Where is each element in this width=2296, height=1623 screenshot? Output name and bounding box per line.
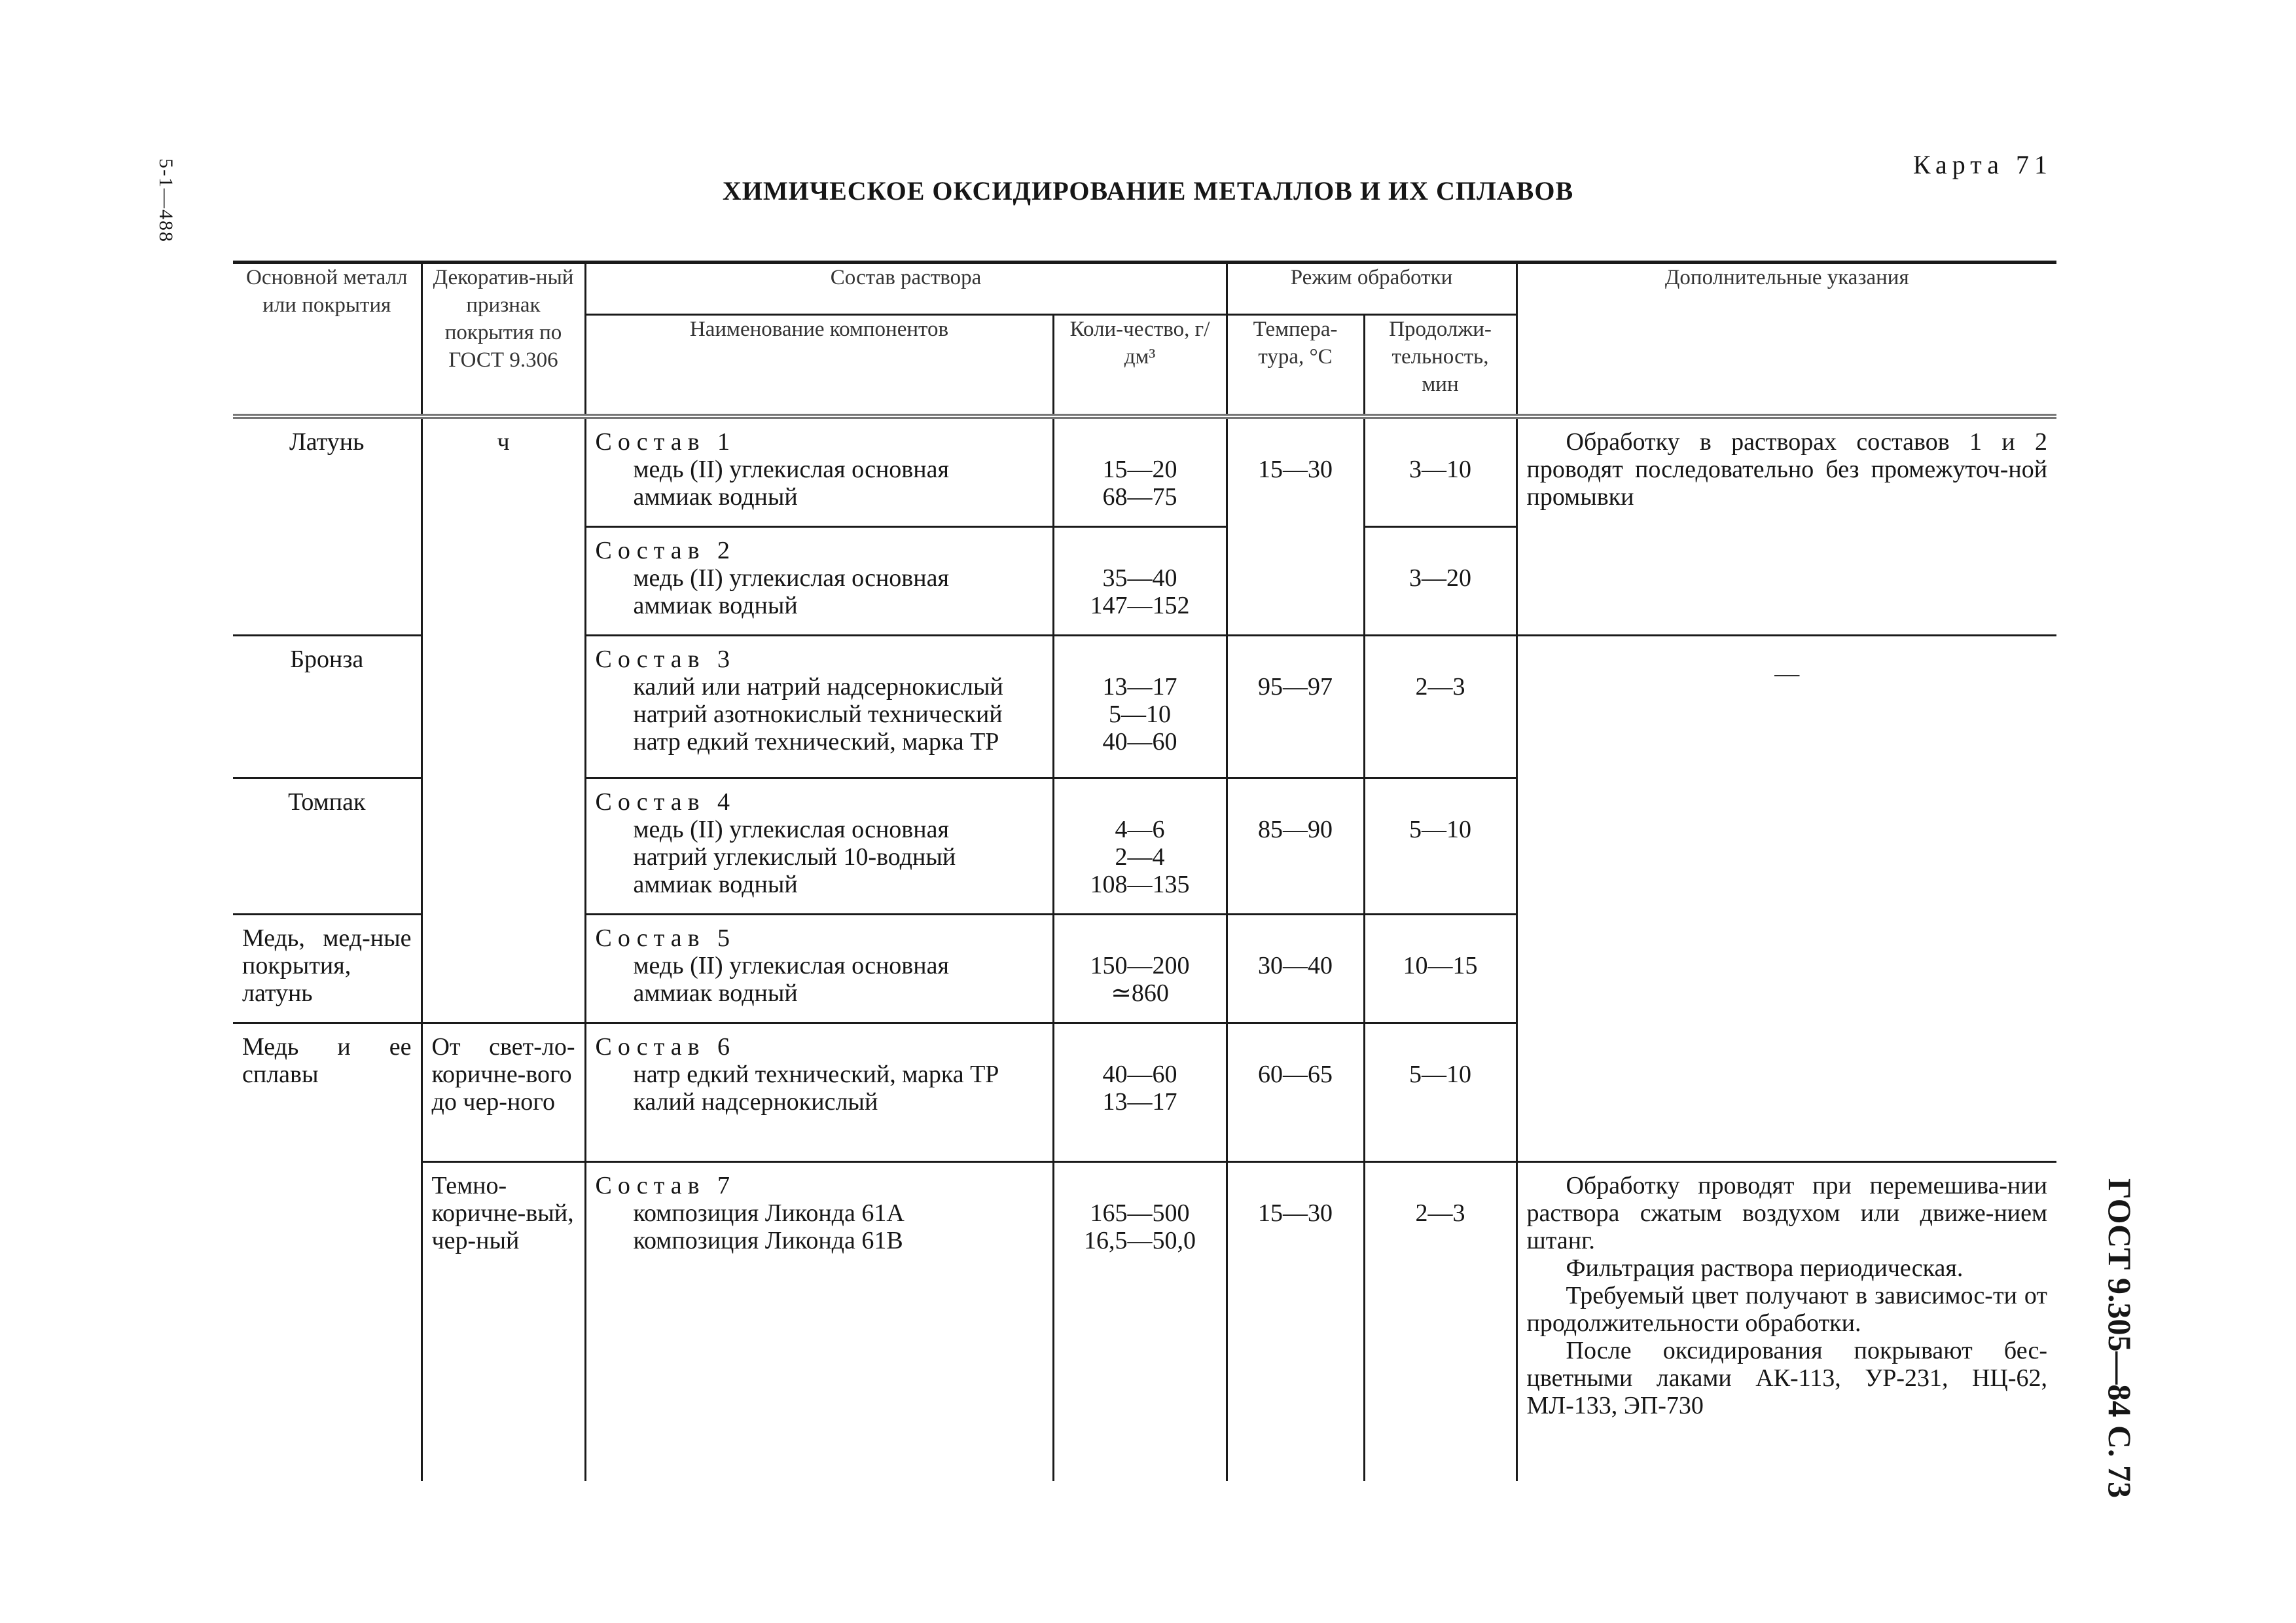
duration-cell: 3—10: [1364, 416, 1516, 526]
gost-reference: ГОСТ 9.305—84 С. 73: [2102, 1178, 2138, 1499]
composition-cell: [585, 635, 1053, 778]
quantity-value: 40—60: [1102, 727, 1177, 756]
temperature-cell: 95—97: [1227, 635, 1364, 778]
duration-cell: 10—15: [1364, 914, 1516, 1023]
composition-name: Состав 6: [595, 1032, 736, 1061]
notes-cell: [1516, 416, 2056, 635]
decor-cell: ч: [422, 416, 585, 1023]
component-name: натр едкий технический, марка ТР: [633, 1060, 999, 1088]
quantity-cell: [1053, 635, 1227, 778]
composition-cell: [585, 1161, 1053, 1481]
note-text: Обработку в растворах составов 1 и 2 проводят последовательно без промежуточ-ной промывки: [1526, 428, 2048, 511]
quantity-cell: [1053, 1161, 1227, 1481]
component-name: натрий углекислый 10-водный: [633, 843, 956, 871]
component-name: калий надсернокислый: [633, 1087, 878, 1116]
quantity-value: 15—20: [1102, 456, 1177, 483]
component-name: натрий азотнокислый технический: [633, 700, 1003, 728]
quantity-value: ≃860: [1111, 979, 1169, 1007]
component-name: аммиак водный: [633, 483, 798, 511]
header-mode: Режим обработки: [1227, 263, 1516, 315]
header-decorative: Декоратив-ный признак покрытия по ГОСТ 9.306: [422, 263, 585, 417]
composition-name: Состав 3: [595, 645, 736, 673]
header-duration: Продолжи-тельность, мин: [1364, 315, 1516, 417]
quantity-value: 13—17: [1102, 1087, 1177, 1116]
metal-cell: Бронза: [233, 635, 422, 778]
quantity-value: 4—6: [1115, 815, 1165, 843]
component-name: композиция Ликонда 61А: [633, 1199, 905, 1227]
header-quantity: Коли-чество, г/дм³: [1053, 315, 1227, 417]
table-row: [233, 416, 2056, 526]
duration-cell: 5—10: [1364, 778, 1516, 914]
quantity-value: 5—10: [1109, 700, 1171, 728]
quantity-cell: [1053, 526, 1227, 635]
composition-cell: [585, 416, 1053, 526]
composition-name: Состав 1: [595, 428, 736, 456]
notes-cell: —: [1516, 635, 2056, 1161]
temperature-cell: 60—65: [1227, 1023, 1364, 1161]
table-row: [233, 1161, 2056, 1481]
oxidation-table: [233, 261, 2056, 1481]
duration-cell: 5—10: [1364, 1023, 1516, 1161]
component-name: медь (II) углекислая основная: [633, 564, 949, 592]
decor-cell: От свет-ло-коричне-вого до чер-ного: [422, 1023, 585, 1161]
composition-name: Состав 4: [595, 788, 736, 816]
header-solution: Состав раствора: [585, 263, 1227, 315]
temperature-cell: 15—30: [1227, 1161, 1364, 1481]
component-name: медь (II) углекислая основная: [633, 815, 949, 843]
notes-cell: [1516, 1161, 2056, 1481]
decor-cell: Темно-коричне-вый, чер-ный: [422, 1161, 585, 1481]
quantity-value: 147—152: [1090, 591, 1190, 619]
component-name: аммиак водный: [633, 870, 798, 898]
quantity-value: 13—17: [1102, 672, 1177, 701]
metal-cell: Медь и ее сплавы: [233, 1023, 422, 1481]
composition-cell: [585, 778, 1053, 914]
quantity-value: 108—135: [1090, 870, 1190, 898]
header-notes: Дополнительные указания: [1516, 263, 2056, 417]
composition-cell: [585, 1023, 1053, 1161]
component-name: калий или натрий надсернокислый: [633, 672, 1003, 701]
quantity-value: 150—200: [1090, 951, 1190, 979]
quantity-cell: [1053, 914, 1227, 1023]
duration-cell: 2—3: [1364, 1161, 1516, 1481]
temperature-cell: 15—30: [1227, 416, 1364, 635]
composition-name: Состав 5: [595, 924, 736, 952]
duration-cell: 3—20: [1364, 526, 1516, 635]
quantity-value: 2—4: [1115, 843, 1165, 871]
component-name: медь (II) углекислая основная: [633, 456, 949, 483]
page-title: ХИМИЧЕСКОЕ ОКСИДИРОВАНИЕ МЕТАЛЛОВ И ИХ СПЛАВОВ: [722, 176, 1574, 206]
component-name: аммиак водный: [633, 979, 798, 1007]
metal-cell: Латунь: [233, 416, 422, 635]
component-name: медь (II) углекислая основная: [633, 951, 949, 979]
header-temperature: Темпера-тура, °С: [1227, 315, 1364, 417]
note-text: Фильтрация раствора периодическая.: [1566, 1254, 1964, 1282]
temperature-cell: 30—40: [1227, 914, 1364, 1023]
metal-cell: Томпак: [233, 778, 422, 914]
header-base-metal: Основной металл или покрытия: [233, 263, 422, 417]
quantity-cell: [1053, 1023, 1227, 1161]
quantity-cell: [1053, 416, 1227, 526]
metal-cell: Медь, мед-ные покрытия, латунь: [233, 914, 422, 1023]
note-text: После оксидирования покрывают бес-цветными лаками АК-113, УР-231, НЦ-62, МЛ-133, ЭП-730: [1526, 1336, 2048, 1419]
card-label: Карта 71: [1912, 150, 2053, 179]
quantity-cell: [1053, 778, 1227, 914]
quantity-value: 165—500: [1090, 1199, 1190, 1227]
quantity-value: 16,5—50,0: [1084, 1226, 1196, 1254]
component-name: натр едкий технический, марка ТР: [633, 727, 999, 756]
note-text: Требуемый цвет получают в зависимос-ти от продолжительности обработки.: [1526, 1281, 2048, 1337]
composition-name: Состав 7: [595, 1171, 736, 1199]
quantity-value: 35—40: [1102, 564, 1177, 592]
quantity-value: 68—75: [1102, 483, 1177, 511]
component-name: аммиак водный: [633, 591, 798, 619]
temperature-cell: 85—90: [1227, 778, 1364, 914]
composition-name: Состав 2: [595, 536, 736, 564]
duration-cell: 2—3: [1364, 635, 1516, 778]
side-code: 5-1—488: [155, 158, 177, 243]
composition-cell: [585, 914, 1053, 1023]
note-text: Обработку проводят при перемешива-нии раствора сжатым воздухом или движе-нием штанг.: [1526, 1171, 2048, 1254]
composition-cell: [585, 526, 1053, 635]
quantity-value: 40—60: [1102, 1060, 1177, 1088]
component-name: композиция Ликонда 61В: [633, 1226, 903, 1254]
header-component-name: Наименование компонентов: [585, 315, 1053, 417]
